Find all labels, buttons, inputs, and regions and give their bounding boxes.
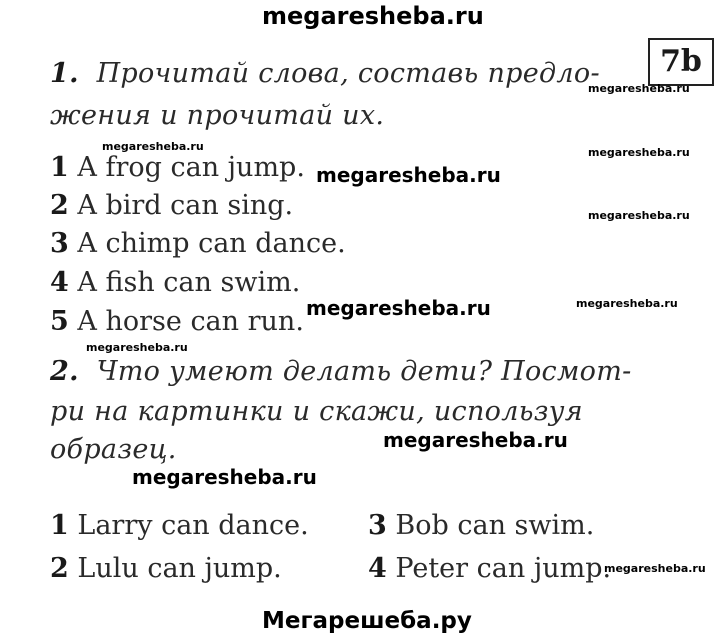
sentence-1 [50, 152, 305, 183]
answer-text: Larry can dance. [77, 510, 309, 541]
sentence-number: 2 [50, 190, 69, 221]
exercise1-instruction-line1 [50, 58, 600, 89]
exercise2-instruction-line2: ри на картинки и скажи, используя [50, 396, 583, 427]
watermark: megaresheba.ru [132, 465, 317, 489]
sentence-4 [50, 267, 300, 298]
exercise2-instruction-line1 [50, 356, 632, 387]
sentence-text: A fish can swim. [77, 267, 301, 298]
sentence-number: 5 [50, 306, 69, 337]
sentence-number: 1 [50, 152, 69, 183]
exercise2-instruction-text1: Что умеют делать дети? Посмот- [96, 356, 632, 387]
exercise2-number: 2. [50, 356, 79, 387]
sentence-number: 3 [50, 228, 69, 259]
answer-4 [368, 553, 611, 584]
watermark: megaresheba.ru [316, 163, 501, 187]
watermark: megaresheba.ru [576, 297, 678, 310]
exercise1-instruction-text1: Прочитай слова, составь предло- [96, 58, 600, 89]
watermark: megaresheba.ru [604, 562, 706, 575]
answer-number: 2 [50, 553, 69, 584]
sentence-text: A horse can run. [77, 306, 304, 337]
watermark: megaresheba.ru [306, 296, 491, 320]
sentence-3 [50, 228, 346, 259]
watermark: megaresheba.ru [588, 146, 690, 159]
answer-number: 1 [50, 510, 69, 541]
answer-1 [50, 510, 309, 541]
sentence-text: A chimp can dance. [77, 228, 346, 259]
sentence-number: 4 [50, 267, 69, 298]
answer-text: Peter can jump. [395, 553, 612, 584]
exercise1-number: 1. [50, 58, 79, 89]
sentence-text: A frog can jump. [77, 152, 305, 183]
watermark: megaresheba.ru [86, 341, 188, 354]
watermark: megaresheba.ru [588, 82, 690, 95]
exercise1-instruction-line2: жения и прочитай их. [50, 100, 385, 131]
lesson-badge: 7b [648, 38, 714, 86]
answer-number: 3 [368, 510, 387, 541]
footer-watermark: Мегарешеба.ру [262, 608, 472, 634]
watermark: megaresheba.ru [102, 140, 204, 153]
sentence-2 [50, 190, 293, 221]
sentence-5 [50, 306, 304, 337]
answer-number: 4 [368, 553, 387, 584]
watermark: megaresheba.ru [588, 209, 690, 222]
answer-text: Bob can swim. [395, 510, 595, 541]
answer-3 [368, 510, 594, 541]
sentence-text: A bird can sing. [77, 190, 294, 221]
answer-text: Lulu can jump. [77, 553, 282, 584]
answer-2 [50, 553, 282, 584]
header-watermark: megaresheba.ru [262, 2, 484, 30]
watermark: megaresheba.ru [383, 428, 568, 452]
exercise2-instruction-line3: образец. [50, 434, 177, 465]
